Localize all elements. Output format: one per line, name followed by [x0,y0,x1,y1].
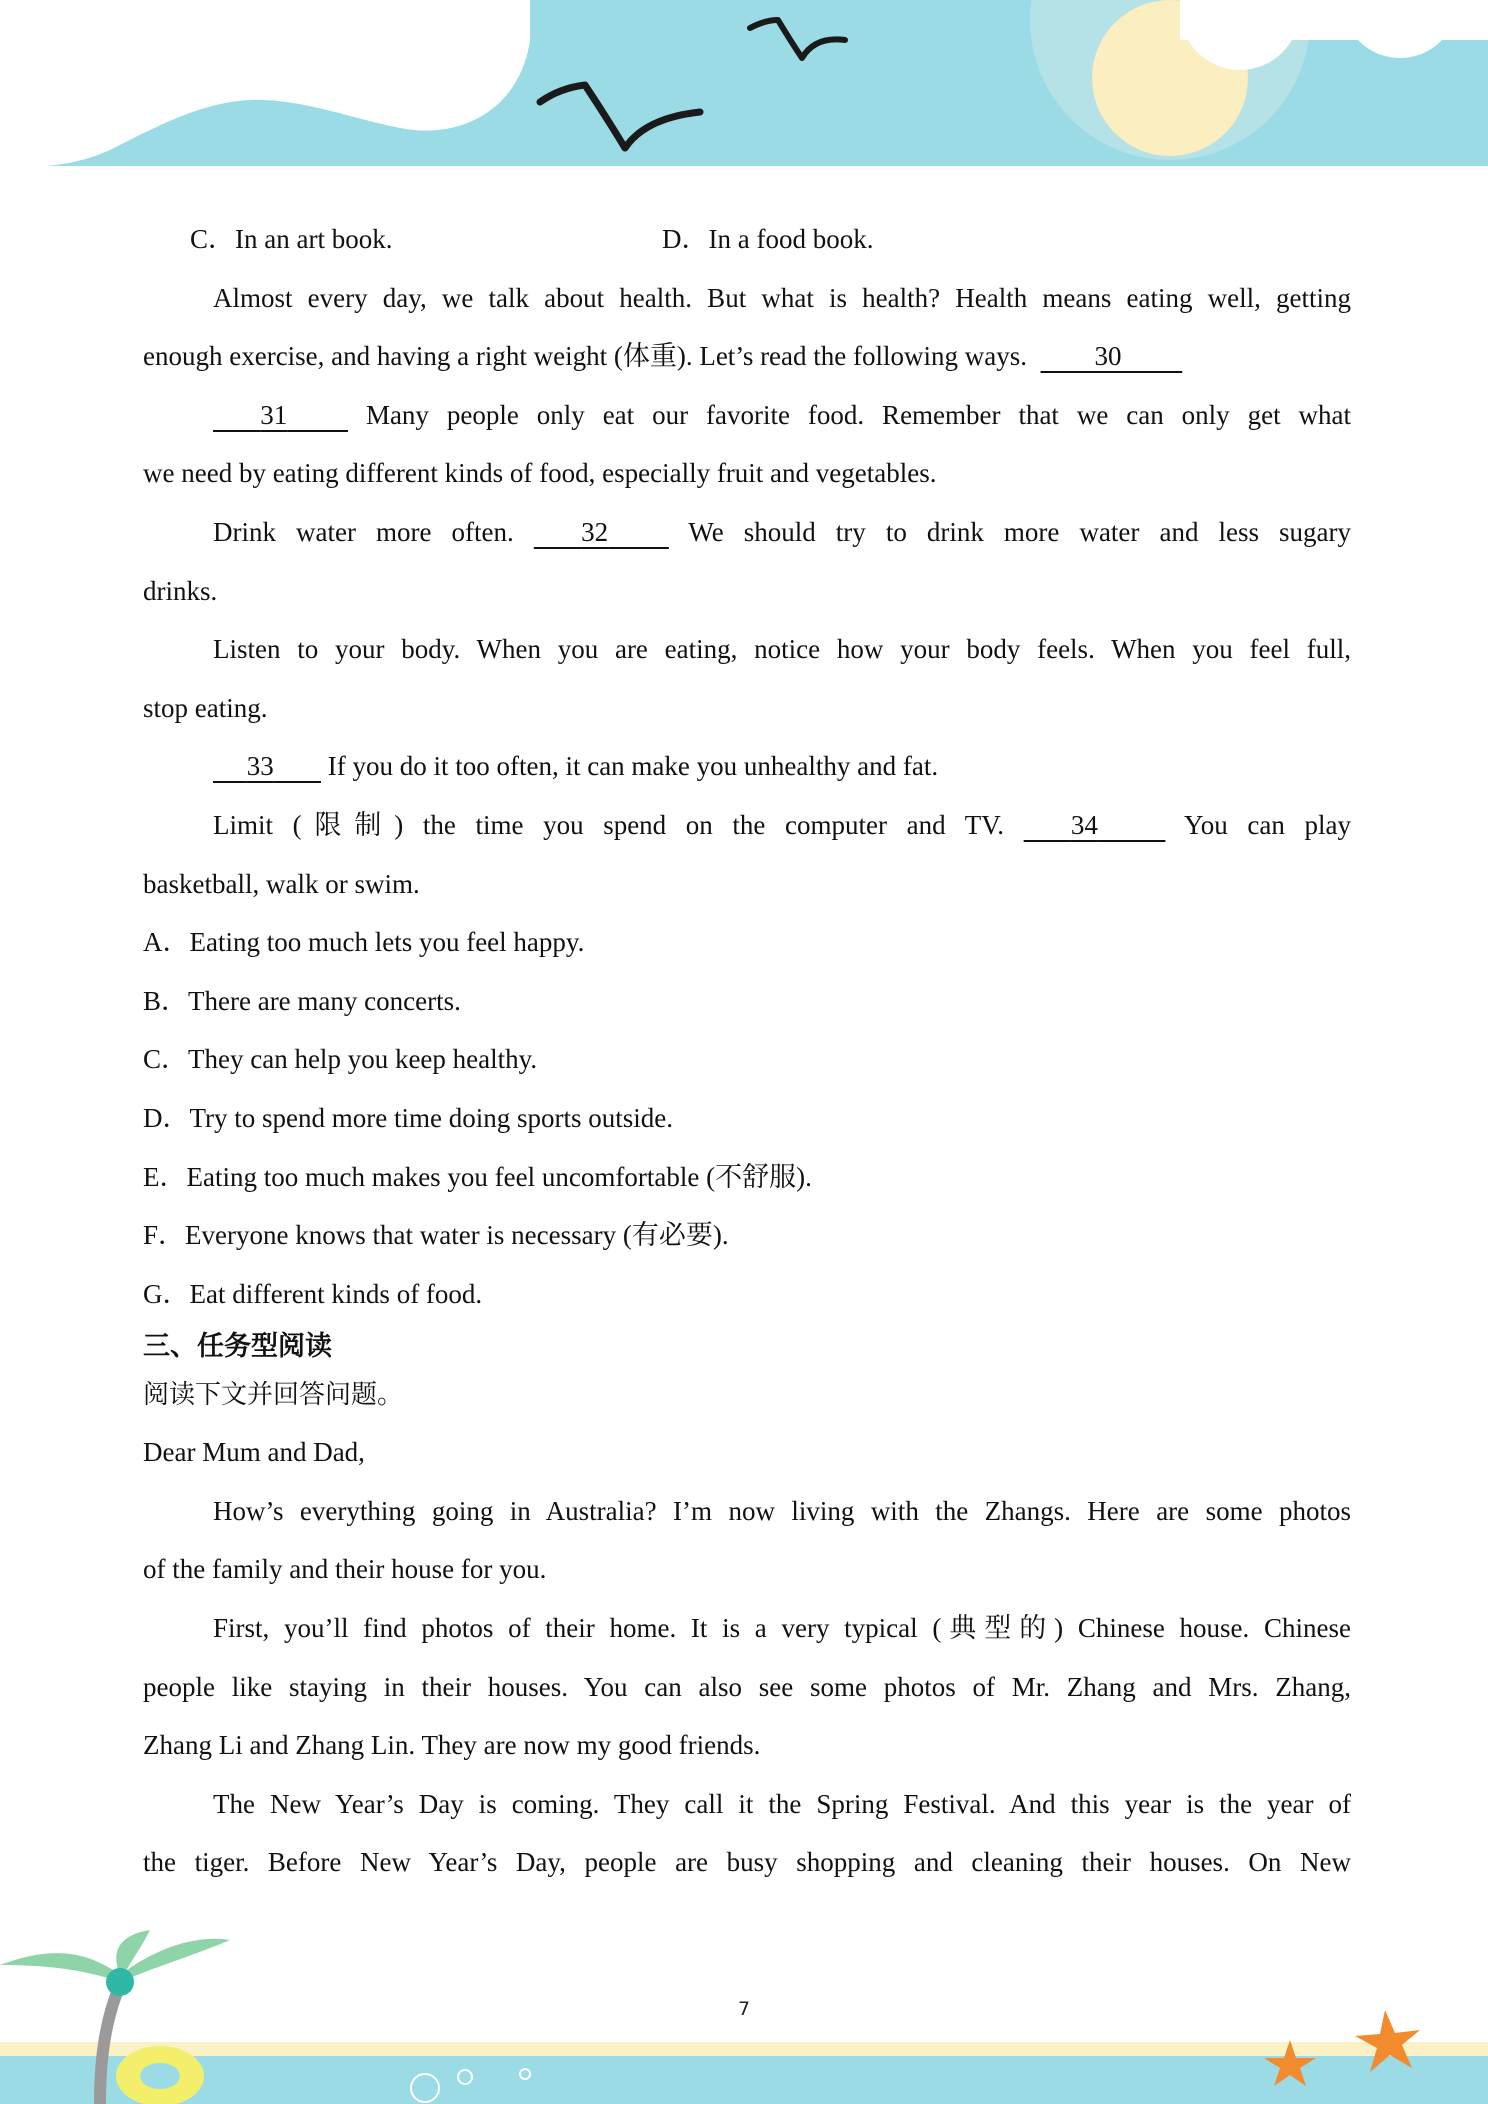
letter-paragraph: How’s everything going in Australia? I’m now living with the Zhangs. Here are some photos [213,1495,1351,1526]
options-row [143,210,1351,269]
passage-text: Many people only eat our favorite food. Remember that we can only get what [365,399,1352,430]
passage-paragraph [143,503,1351,562]
passage-line: stop eating. [143,692,268,723]
blank-30: 30 [1094,341,1122,372]
choice-item: A．Eating too much lets you feel happy. [143,927,585,958]
choice-item: E．Eating too much makes you feel uncomfortable (不舒服). [143,1161,812,1192]
letter-paragraph: The New Year’s Day is coming. They call it the Spring Festival. And this year is the year of [213,1788,1351,1819]
option-c: C．In an art book. [190,224,393,254]
blank-31: 31 [260,399,288,430]
blank-33: 33 [246,751,274,782]
coconut-icon [106,1968,134,1996]
choice-item: D．Try to spend more time doing sports outside. [143,1102,673,1133]
passage-text: We should try to drink more water and less sugary [688,516,1352,547]
letter-greeting: Dear Mum and Dad, [143,1437,365,1468]
passage-line: we need by eating different kinds of food, especially fruit and vegetables. [143,458,937,489]
blank-32: 32 [581,516,609,547]
choice-item: C．They can help you keep healthy. [143,1044,538,1075]
passage-text: Limit (限制) the time you spend on the computer and TV. [213,809,1005,840]
passage-paragraph: Listen to your body. When you are eating, notice how your body feels. When you feel full, [213,634,1351,665]
blank-34: 34 [1070,809,1098,840]
letter-line: Zhang Li and Zhang Lin. They are now my good friends. [143,1730,761,1761]
letter-line: people like staying in their houses. You can also see some photos of Mr. Zhang and Mrs. Zhang, [143,1671,1351,1702]
letter-paragraph: First, you’ll find photos of their home. It is a very typical (典型的) Chinese house. Chinese [213,1613,1351,1644]
passage-line: drinks. [143,575,218,606]
sea-band [0,2056,1488,2104]
option-d: D．In a food book. [662,224,874,254]
passage-paragraph [143,386,1351,445]
header-sky-decoration [0,0,1488,170]
choice-item: G．Eat different kinds of food. [143,1278,483,1309]
passage-text: If you do it too often, it can make you unhealthy and fat. [327,751,939,782]
letter-line: of the family and their house for you. [143,1554,547,1585]
choice-item: B．There are many concerts. [143,985,461,1016]
passage-paragraph [143,796,1351,855]
passage-line [143,327,1351,386]
sand-strip [0,2042,1488,2056]
passage-text: enough exercise, and having a right weight (体重). Let’s read the following ways. [143,341,1027,372]
choice-item: F．Everyone knows that water is necessary (有必要). [143,1220,729,1251]
page-number: 7 [737,1998,751,2020]
section-heading: 三、任务型阅读 [143,1331,332,1363]
passage-text: You can play [1184,809,1352,840]
section-instruction: 阅读下文并回答问题。 [143,1380,404,1411]
passage-paragraph: Almost every day, we talk about health. But what is health? Health means eating well, getting [213,282,1351,313]
passage-text: Drink water more often. [213,516,514,547]
passage-paragraph [143,737,1351,796]
footer-beach-decoration [0,1920,1488,2104]
page-content [143,210,1351,1892]
passage-line: basketball, walk or swim. [143,868,420,899]
letter-line: the tiger. Before New Year’s Day, people are busy shopping and cleaning their houses. On New [143,1847,1351,1878]
